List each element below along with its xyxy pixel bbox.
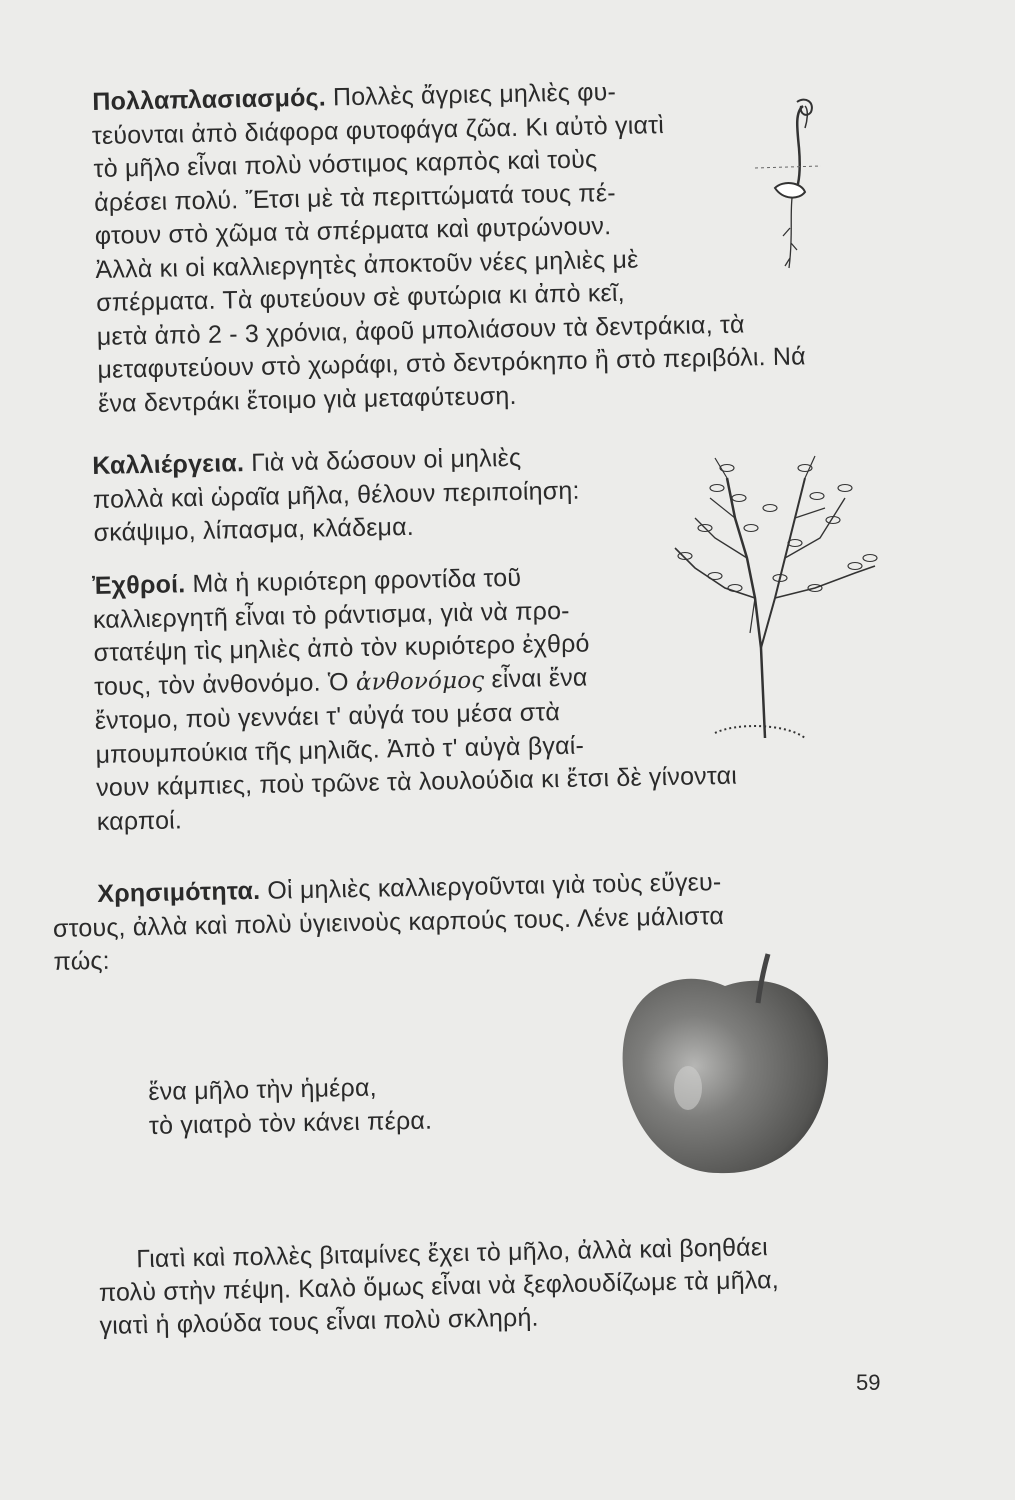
apple-sapling-illustration — [655, 448, 885, 748]
paragraph-line: Ἀλλὰ κι οἱ καλλιεργητὲς ἀποκτοῦν νέες μηλιὲς μὲ — [95, 245, 639, 284]
paragraph-line: φτουν στὸ χῶμα τὰ σπέρματα καὶ φυτρώνουν. — [94, 212, 612, 250]
proverb — [148, 1070, 432, 1143]
proverb-line: ἕνα μῆλο τὴν ἡμέρα, — [148, 1073, 377, 1106]
heading-usefulness: Χρησιμότητα. — [97, 876, 261, 908]
paragraph-line: πολλὰ καὶ ὡραῖα μῆλα, θέλουν περιποίηση: — [92, 476, 580, 514]
apple-photo — [618, 948, 833, 1178]
paragraph-line: στους, ἀλλὰ καὶ πολὺ ὑγιεινοὺς καρπούς τους. Λένε μάλιστα — [52, 901, 725, 943]
paragraph-line: πώς: — [53, 946, 111, 976]
paragraph-line: γιατὶ ἡ φλούδα τους εἶναι πολὺ σκληρή. — [99, 1303, 539, 1340]
paragraph-line: τεύονται ἀπὸ διάφορα φυτοφάγα ζῶα. Κι αὐτὸ γιατὶ — [91, 110, 665, 150]
paragraph-line: πολὺ στὴν πέψη. Καλὸ ὅμως εἶναι νὰ ξεφλουδίζωμε τὰ μῆλα, — [98, 1265, 780, 1307]
paragraph-line: Μὰ ἡ κυριότερη φροντίδα τοῦ — [192, 563, 522, 599]
paragraph-line: Πολλὲς ἄγριες μηλιὲς φυ- — [332, 77, 617, 112]
paragraph-line: Γιὰ νὰ δώσουν οἱ μηλιὲς — [250, 443, 522, 477]
section-cultivation — [92, 441, 581, 551]
proverb-line: τὸ γιατρὸ τὸν κάνει πέρα. — [148, 1106, 433, 1140]
paragraph-line: Γιατὶ καὶ πολλὲς βιταμίνες ἔχει τὸ μῆλο, ἀλλὰ καὶ βοηθάει — [136, 1233, 769, 1274]
section-propagation — [92, 72, 807, 421]
paragraph-line: σπέρματα. Τὰ φυτεύουν σὲ φυτώρια κι ἀπὸ κεῖ, — [95, 278, 626, 317]
italic-term: ἀνθονόμος — [355, 666, 485, 696]
heading-propagation: Πολλαπλασιασμός. — [92, 83, 327, 116]
paragraph-line: στατέψη τὶς μηλιὲς ἀπὸ τὸν κυριότερο ἐχθρό — [93, 629, 590, 667]
section-enemies — [92, 558, 738, 839]
heading-enemies: Ἐχθροί. — [92, 570, 186, 600]
paragraph-line: σκάψιμο, λίπασμα, κλάδεμα. — [93, 512, 415, 547]
paragraph-line: ἔντομο, ποὺ γεννάει τ' αὐγά του μέσα στὰ — [94, 698, 561, 735]
paragraph-line: ἀρέσει πολύ. Ἔτσι μὲ τὰ περιττώματά τους πέ- — [93, 178, 616, 217]
paragraph-line: καλλιεργητῆ εἶναι τὸ ράντισμα, γιὰ νὰ προ- — [92, 596, 570, 634]
paragraph-line: καρποί. — [96, 805, 183, 836]
paragraph-line: τὸ μῆλο εἶναι πολὺ νόστιμος καρπὸς καὶ τοὺς — [93, 145, 598, 183]
paragraph-line: τους, τὸν ἀνθονόμο. Ὁ — [93, 667, 349, 701]
paragraph-line: μετὰ ἀπὸ 2 - 3 χρόνια, ἀφοῦ μπολιάσουν τὰ δεντράκια, τὰ — [96, 310, 745, 351]
paragraph-line: μεταφυτεύουν στὸ χωράφι, στὸ δεντρόκηπο ἢ στὸ περιβόλι. Νά — [97, 342, 807, 384]
page-number: 59 — [856, 1370, 881, 1395]
paragraph-line: νουν κάμπιες, ποὺ τρῶνε τὰ λουλούδια κι ἔτσι δὲ γίνονται — [95, 761, 738, 802]
paragraph-line: μπουμπούκια τῆς μηλιᾶς. Ἀπὸ τ' αὐγὰ βγαί- — [95, 731, 585, 769]
heading-cultivation: Καλλιέργεια. — [92, 449, 245, 480]
paragraph-line: ἕνα δεντράκι ἕτοιμο γιὰ μεταφύτευση. — [97, 381, 517, 418]
paragraph-line: Οἱ μηλιὲς καλλιεργοῦνται γιὰ τοὺς εὔγευ- — [267, 868, 722, 905]
seedling-illustration — [735, 88, 825, 288]
paragraph-line: εἶναι ἕνα — [491, 663, 588, 693]
section-closing — [98, 1231, 780, 1343]
